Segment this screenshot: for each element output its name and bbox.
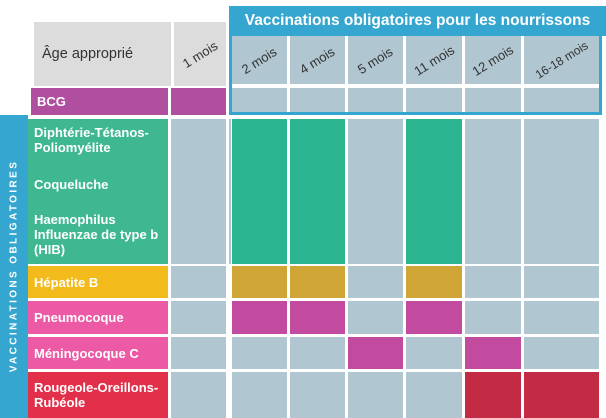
cell-ror-11mois (406, 372, 462, 418)
cell-pneumo-12mois (465, 301, 521, 334)
cell-hep-5mois (348, 266, 403, 298)
col-head-6: 12 mois (469, 41, 517, 79)
cell-bcg-12mois (465, 88, 521, 112)
cell-ror-1618mois (524, 372, 599, 418)
cell-hep-2mois (232, 266, 287, 298)
col-head-3: 4 mois (297, 43, 338, 77)
cell-ror-1mois (171, 372, 226, 418)
col-head-7: 16-18 mois (532, 38, 591, 82)
cell-men-1mois (171, 337, 226, 369)
row-label-pneumo: Pneumocoque (28, 301, 168, 334)
cell-pneumo-1mois (171, 301, 226, 334)
cell-men-2mois (232, 337, 287, 369)
row-label-bcg: BCG (31, 88, 168, 115)
cell-hep-1mois (171, 266, 226, 298)
cell-men-11mois (406, 337, 462, 369)
cell-pneumo-1618mois (524, 301, 599, 334)
cell-dtp-11mois (406, 119, 462, 264)
row-label-meningo: Méningocoque C (28, 337, 168, 369)
age-header: Âge approprié (34, 22, 171, 86)
cell-pneumo-2mois (232, 301, 287, 334)
row-label-hepatite: Hépatite B (28, 266, 168, 298)
separator (229, 119, 231, 264)
cell-men-5mois (348, 337, 403, 369)
col-head-4: 5 mois (355, 43, 396, 77)
cell-pneumo-11mois (406, 301, 462, 334)
row-label-coqueluche: Coqueluche (34, 176, 109, 192)
cell-ror-12mois (465, 372, 521, 418)
cell-dtp-2mois (232, 119, 287, 264)
cell-pneumo-4mois (290, 301, 345, 334)
row-label-hib: Haemophilus Influenzae de type b (HIB) (34, 211, 159, 257)
side-label: VACCINATIONS OBLIGATOIRES (8, 159, 20, 373)
cell-dtp-4mois (290, 119, 345, 264)
cell-hep-11mois (406, 266, 462, 298)
title: Vaccinations obligatoires pour les nourrissons (244, 12, 591, 29)
col-head-2: 2 mois (239, 43, 280, 77)
cell-dtp-1618mois (524, 119, 599, 264)
cell-bcg-5mois (348, 88, 403, 112)
col-head-5: 11 mois (411, 41, 457, 79)
cell-dtp-12mois (465, 119, 521, 264)
cell-pneumo-5mois (348, 301, 403, 334)
cell-dtp-5mois (348, 119, 403, 264)
cell-bcg-4mois (290, 88, 345, 112)
cell-ror-5mois (348, 372, 403, 418)
cell-bcg-1mois (171, 88, 226, 115)
cell-men-1618mois (524, 337, 599, 369)
cell-bcg-11mois (406, 88, 462, 112)
title-band (229, 6, 606, 36)
col-head-1: 1 mois (179, 37, 221, 71)
row-label-dtp: Diphtérie-Tétanos-Poliomyélite (34, 125, 149, 155)
cell-bcg-1618mois (524, 88, 599, 112)
cell-dtp-1mois (171, 119, 226, 264)
row-label-ror: Rougeole-Oreillons-Rubéole (28, 372, 168, 418)
cell-bcg-2mois (232, 88, 287, 112)
cell-hep-4mois (290, 266, 345, 298)
cell-men-12mois (465, 337, 521, 369)
cell-hep-1618mois (524, 266, 599, 298)
cell-men-4mois (290, 337, 345, 369)
cell-ror-2mois (232, 372, 287, 418)
cell-hep-12mois (465, 266, 521, 298)
cell-ror-4mois (290, 372, 345, 418)
